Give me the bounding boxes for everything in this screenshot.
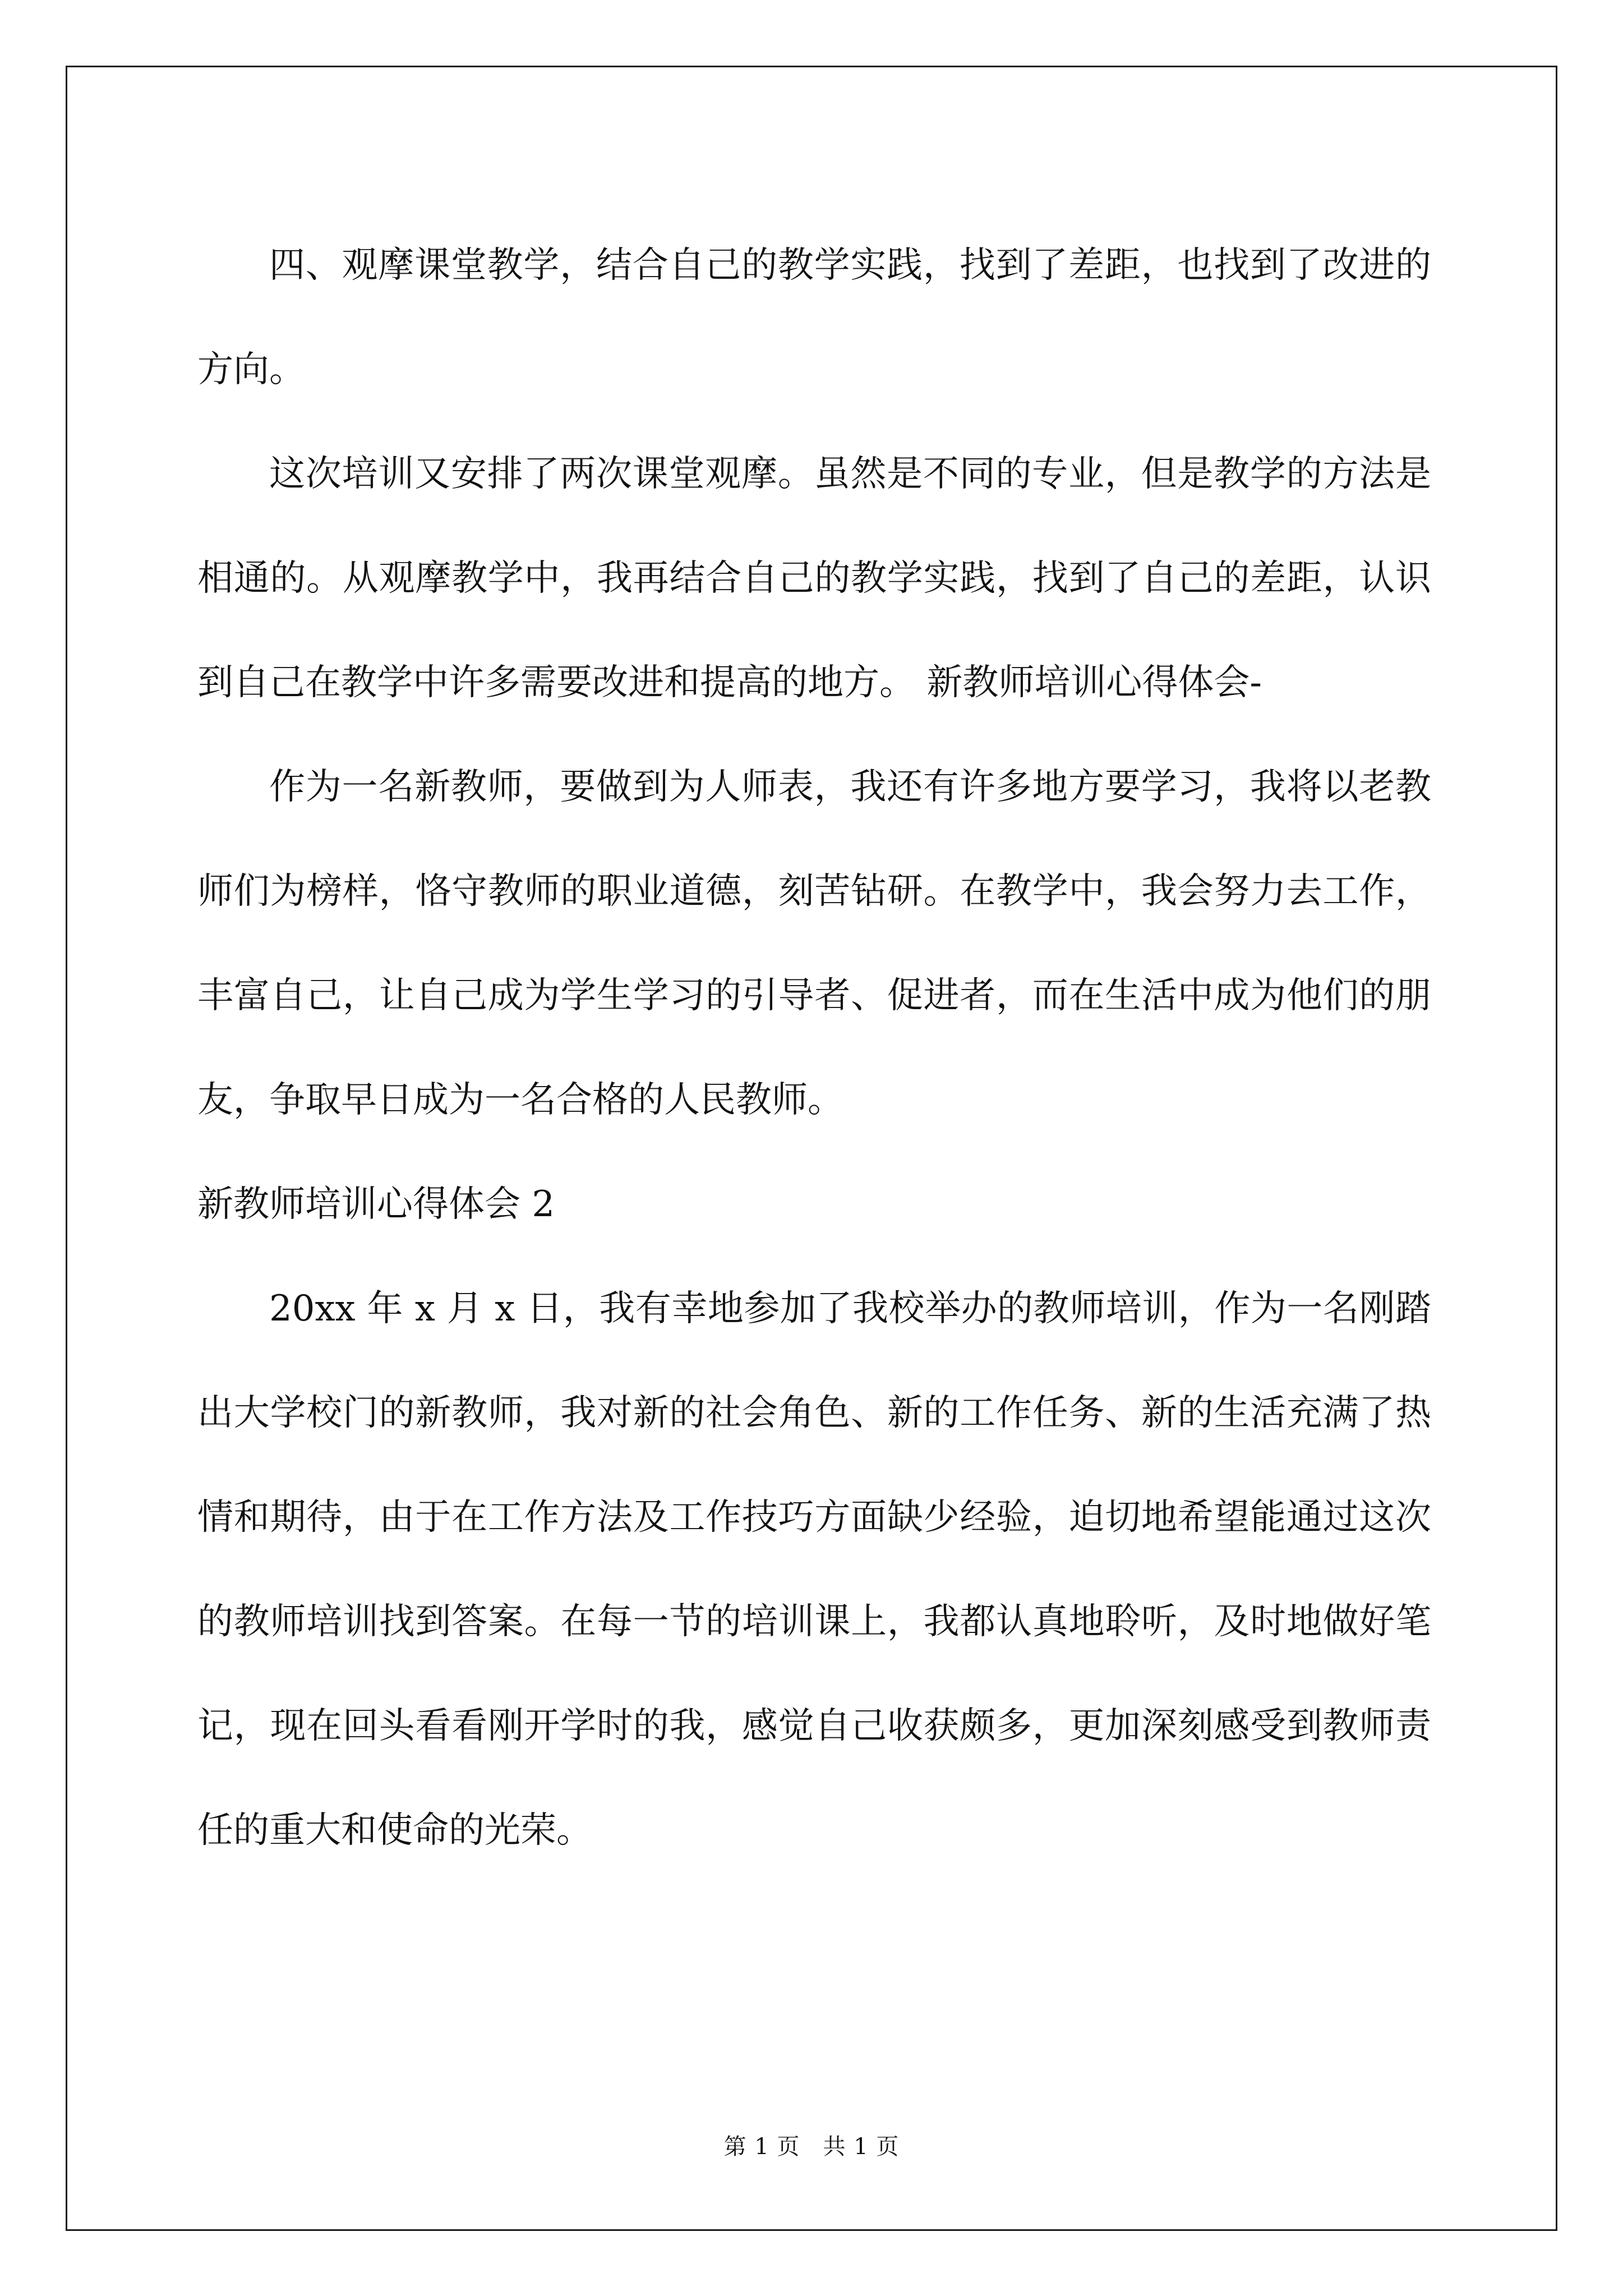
paragraph-observation-heading: 四、观摩课堂教学，结合自己的教学实践，找到了差距，也找到了改进的方向。 <box>197 245 1431 390</box>
page-footer: 第 1 页 共 1 页 <box>723 2134 900 2160</box>
paragraph-observation-body: 这次培训又安排了两次课堂观摩。虽然是不同的专业，但是教学的方法是相通的。从观摩教学中，我再结合自己的教学实践，找到了自己的差距，认识到自己在教学中许多需要改进和提高的地方。 新教师培训心得体会- <box>197 453 1431 703</box>
document-body <box>197 213 1431 1883</box>
paragraph-training-experience: 20xx 年 x 月 x 日，我有幸地参加了我校举办的教师培训，作为一名刚踏出大学校门的新教师，我对新的社会角色、新的工作任务、新的生活充满了热情和期待，由于在工作方法及工作技巧方面缺少经验，迫切地希望能通过这次的教师培训找到答案。在每一节的培训课上，我都认真地聆听，及时地做好笔记，现在回头看看刚开学时的我，感觉自己收获颇多，更加深刻感受到教师责任的重大和使命的光荣。 <box>197 1288 1431 1851</box>
paragraph-new-teacher-goals: 作为一名新教师，要做到为人师表，我还有许多地方要学习，我将以老教师们为榜样，恪守教师的职业道德，刻苦钻研。在教学中，我会努力去工作，丰富自己，让自己成为学生学习的引导者、促进者，而在生活中成为他们的朋友，争取早日成为一名合格的人民教师。 <box>197 766 1431 1121</box>
section-heading: 新教师培训心得体会 2 <box>197 1184 555 1225</box>
